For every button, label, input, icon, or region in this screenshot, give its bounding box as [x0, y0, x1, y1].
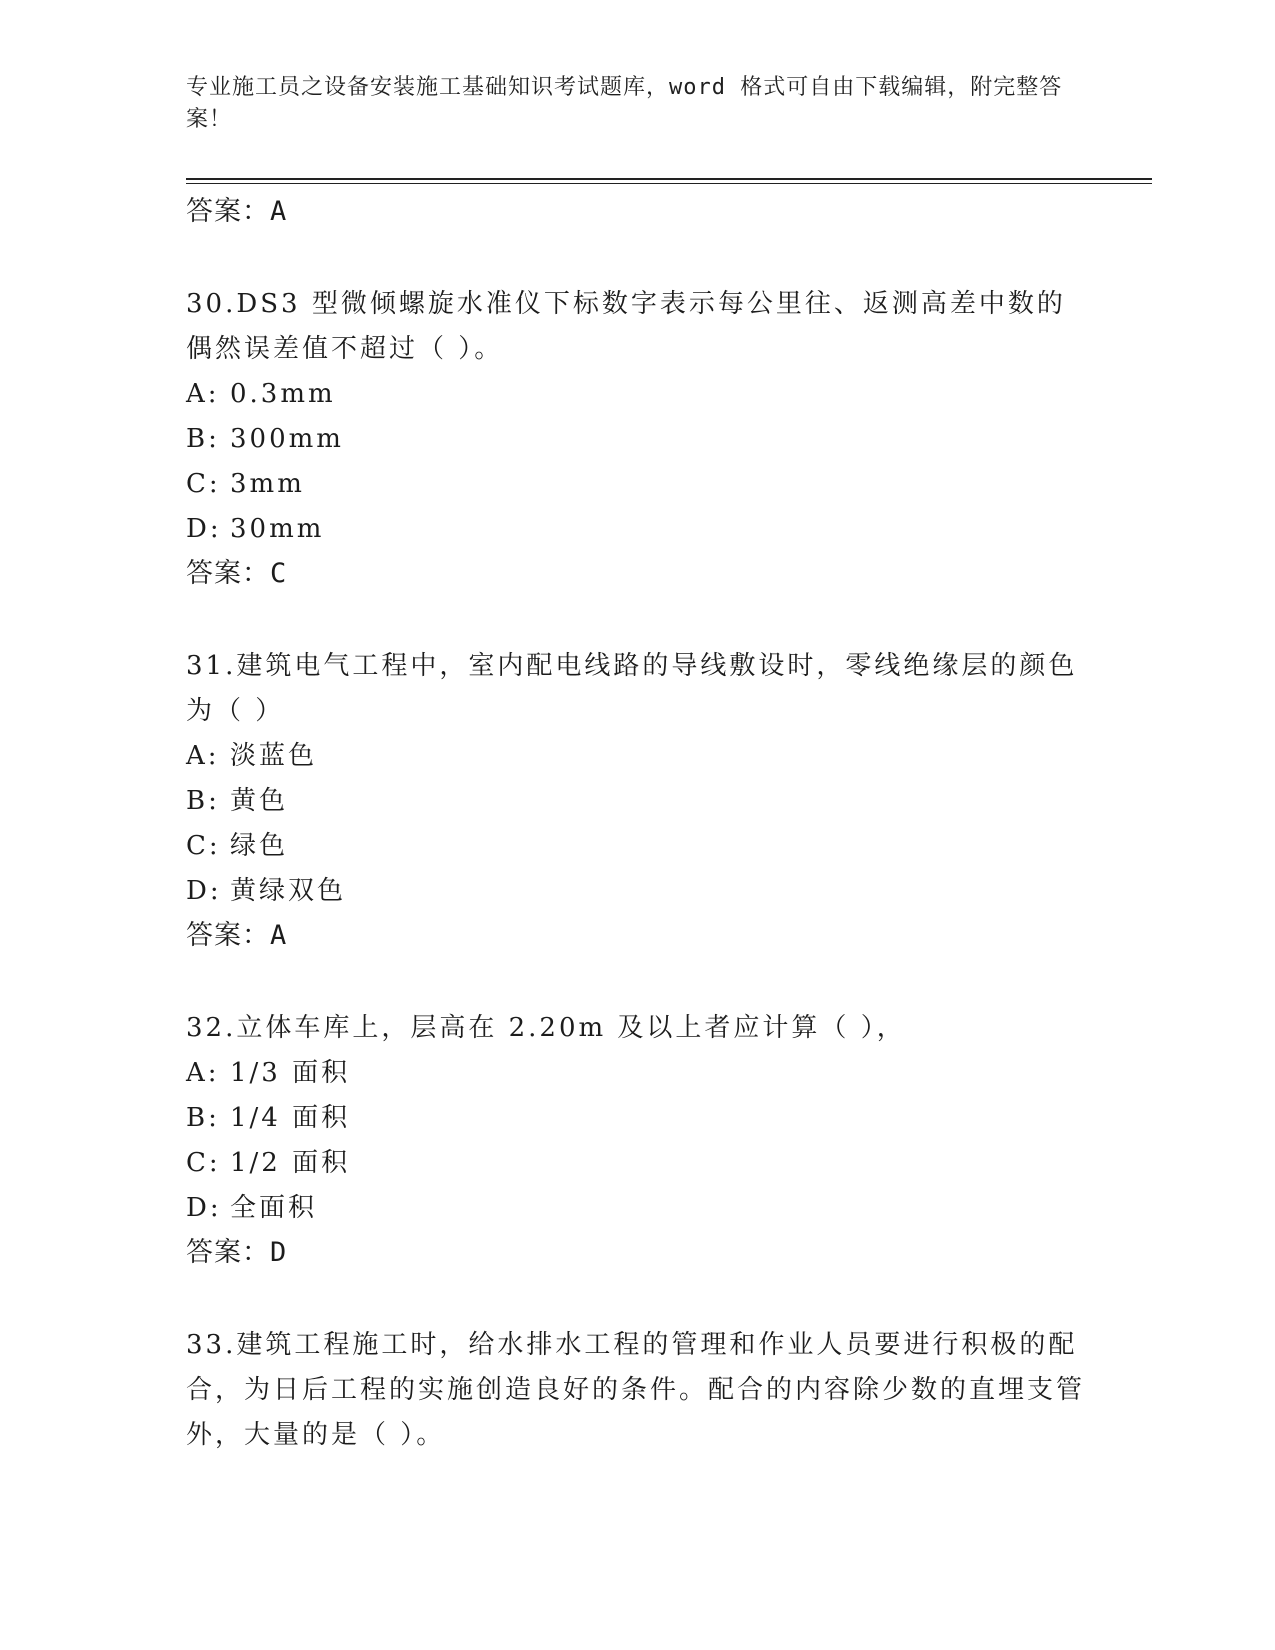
question-text: 33.建筑工程施工时，给水排水工程的管理和作业人员要进行积极的配合，为日后工程的实施创造良好的条件。配合的内容除少数的直埋支管外，大量的是（ ）。 — [186, 1330, 1086, 1450]
header-divider — [186, 178, 1152, 184]
option-c — [186, 824, 1086, 869]
option-d — [186, 507, 1086, 552]
option-value: 淡蓝色 — [230, 741, 318, 771]
option-d — [186, 869, 1086, 914]
option-label: B: — [186, 424, 220, 454]
question-32 — [186, 1006, 1086, 1275]
option-value: 1/3 面积 — [230, 1058, 351, 1088]
answer-value: A — [270, 196, 288, 227]
option-label: D: — [186, 876, 222, 906]
answer-label: 答案： — [186, 196, 270, 227]
option-value: 全面积 — [230, 1193, 318, 1223]
option-value: 3mm — [230, 469, 305, 499]
question-text: 30.DS3 型微倾螺旋水准仪下标数字表示每公里往、返测高差中数的偶然误差值不超过（ ）。 — [186, 289, 1066, 364]
question-text: 32.立体车库上，层高在 2.20m 及以上者应计算（ ）， — [186, 1013, 906, 1043]
option-label: C: — [186, 1148, 221, 1178]
option-label: D: — [186, 1193, 222, 1223]
option-value: 黄色 — [230, 786, 289, 816]
option-a — [186, 734, 1086, 779]
option-b — [186, 1096, 1086, 1141]
question-list — [186, 190, 1086, 1458]
question-30 — [186, 282, 1086, 596]
option-value: 300mm — [230, 424, 344, 454]
option-d — [186, 1186, 1086, 1231]
option-b — [186, 417, 1086, 462]
option-label: D: — [186, 514, 222, 544]
option-a — [186, 1051, 1086, 1096]
option-label: A: — [186, 741, 220, 771]
option-label: A: — [186, 379, 220, 409]
option-value: 1/4 面积 — [230, 1103, 351, 1133]
option-c — [186, 462, 1086, 507]
answer-line — [186, 552, 1086, 596]
option-a — [186, 372, 1086, 417]
answer-label: 答案： — [186, 1237, 270, 1268]
answer-label: 答案： — [186, 920, 270, 951]
option-label: C: — [186, 469, 221, 499]
option-value: 绿色 — [230, 831, 289, 861]
answer-label: 答案： — [186, 558, 270, 589]
answer-value: A — [270, 920, 288, 951]
answer-line — [186, 914, 1086, 958]
answer-value: C — [270, 558, 288, 589]
answer-line — [186, 190, 1086, 234]
option-label: B: — [186, 1103, 220, 1133]
option-value: 黄绿双色 — [230, 876, 347, 906]
option-value: 30mm — [230, 514, 325, 544]
answer-value: D — [270, 1237, 288, 1268]
option-label: C: — [186, 831, 221, 861]
option-b — [186, 779, 1086, 824]
question-text: 31.建筑电气工程中，室内配电线路的导线敷设时，零线绝缘层的颜色为（ ） — [186, 651, 1078, 726]
answer-line — [186, 1231, 1086, 1275]
question-33 — [186, 1323, 1086, 1458]
option-label: B: — [186, 786, 220, 816]
question-31 — [186, 644, 1086, 958]
option-label: A: — [186, 1058, 220, 1088]
option-value: 0.3mm — [230, 379, 336, 409]
option-value: 1/2 面积 — [230, 1148, 351, 1178]
document-header-title: 专业施工员之设备安装施工基础知识考试题库，word 格式可自由下载编辑，附完整答案！ — [186, 75, 1063, 132]
option-c — [186, 1141, 1086, 1186]
